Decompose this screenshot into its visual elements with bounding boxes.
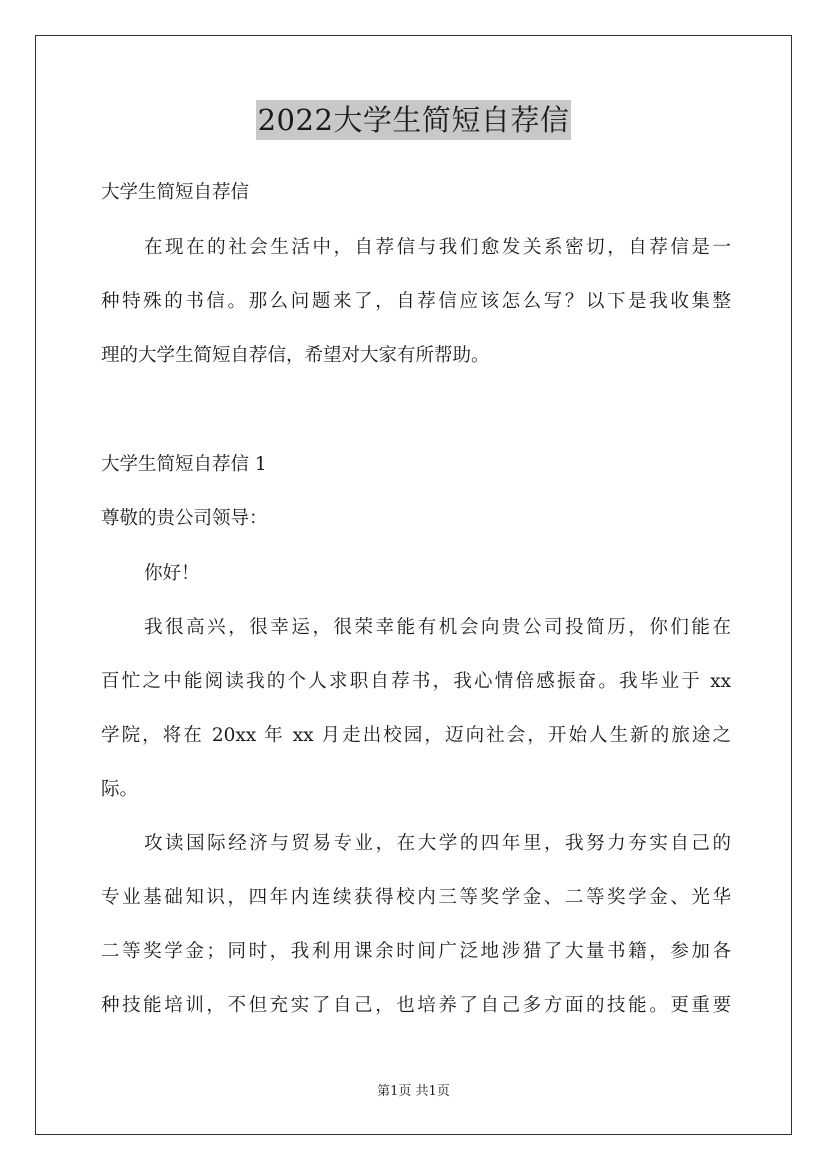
paragraph-line: 际。 bbox=[101, 779, 139, 800]
paragraph-line: 百忙之中能阅读我的个人求职自荐书，我心情倍感振奋。我毕业于 xx bbox=[101, 671, 731, 692]
paragraph-line: 种技能培训，不但充实了自己，也培养了自己多方面的技能。更重要 bbox=[101, 995, 731, 1016]
section-heading: 大学生简短自荐信 bbox=[101, 182, 250, 203]
paragraph-line: 二等奖学金；同时，我利用课余时间广泛地涉猎了大量书籍，参加各 bbox=[101, 941, 731, 962]
paragraph-line: 我很高兴，很幸运，很荣幸能有机会向贵公司投简历，你们能在 bbox=[144, 617, 731, 638]
title-container bbox=[0, 100, 827, 140]
paragraph-line: 种特殊的书信。那么问题来了，自荐信应该怎么写？以下是我收集整 bbox=[101, 291, 731, 312]
paragraph-line: 攻读国际经济与贸易专业，在大学的四年里，我努力夯实自己的 bbox=[144, 833, 731, 854]
page-number-footer: 第1页 共1页 bbox=[377, 1084, 450, 1099]
document-title: 2022大学生简短自荐信 bbox=[256, 100, 572, 140]
paragraph-line: 学院，将在 20xx 年 xx 月走出校园，迈向社会，开始人生新的旅途之 bbox=[101, 725, 731, 746]
greeting: 你好！ bbox=[144, 563, 200, 584]
paragraph-line: 理的大学生简短自荐信，希望对大家有所帮助。 bbox=[101, 345, 490, 366]
paragraph-line: 在现在的社会生活中，自荐信与我们愈发关系密切，自荐信是一 bbox=[144, 237, 731, 258]
paragraph-line: 专业基础知识，四年内连续获得校内三等奖学金、二等奖学金、光华 bbox=[101, 887, 731, 908]
letter-heading: 大学生简短自荐信 1 bbox=[101, 454, 267, 475]
salutation: 尊敬的贵公司领导： bbox=[101, 508, 268, 529]
